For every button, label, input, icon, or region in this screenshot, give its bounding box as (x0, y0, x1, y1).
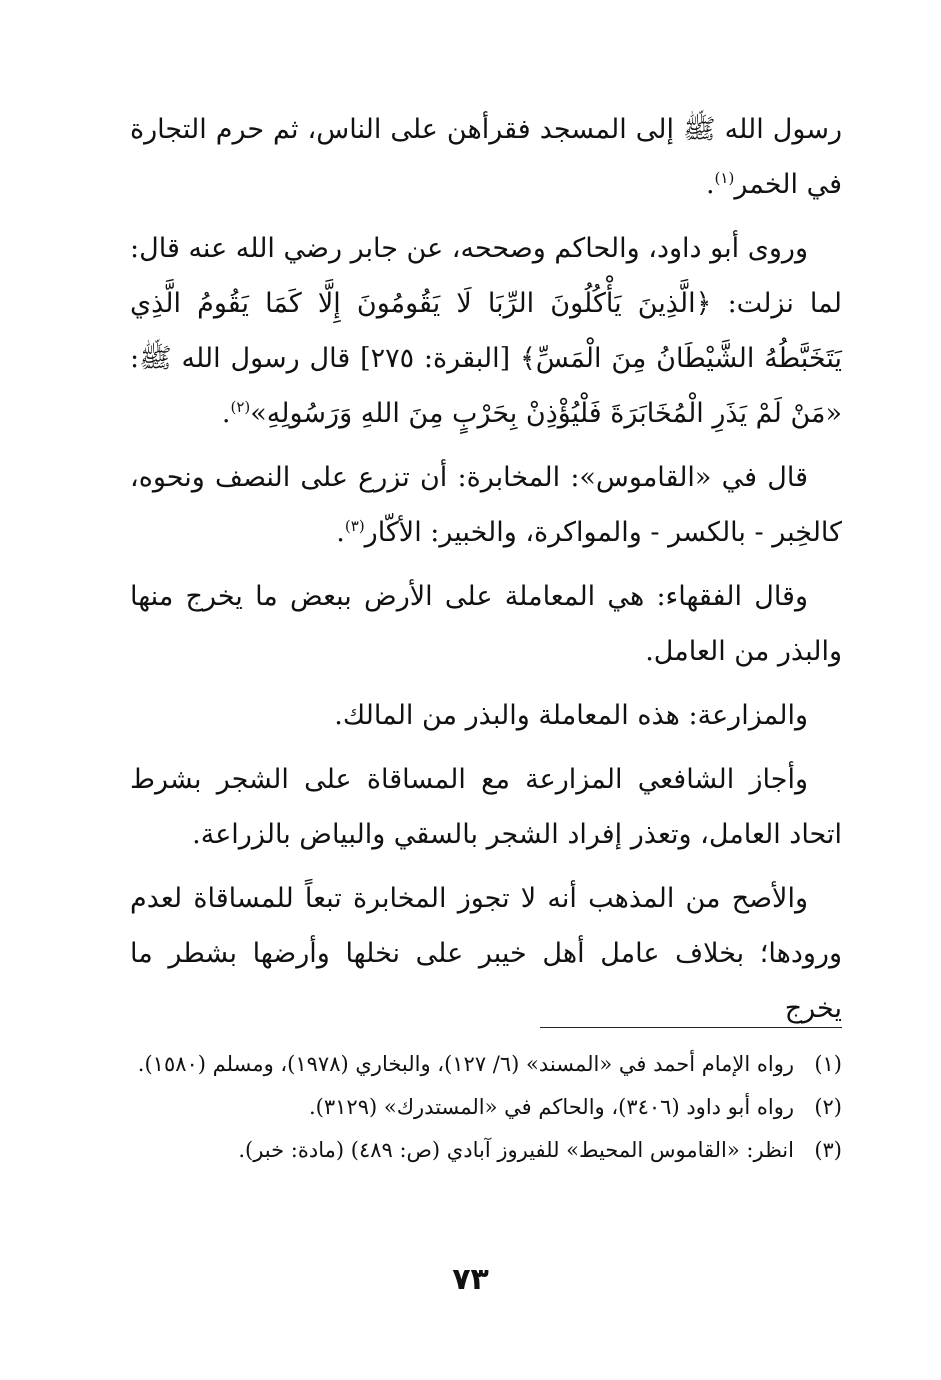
paragraph-1-end: . (705, 169, 715, 200)
paragraph-4 (130, 569, 842, 679)
paragraph-3-end: . (336, 517, 345, 548)
footnote-3-text: انظر: «القاموس المحيط» للفيروز آبادي (ص: ٤٨٩) (مادة: خبر). (238, 1138, 794, 1162)
footnote-3 (130, 1132, 842, 1169)
footnote-2-text: رواه أبو داود (٣٤٠٦)، والحاكم في «المستدرك» (٣١٢٩). (309, 1095, 794, 1119)
paragraph-1 (130, 102, 842, 212)
footnote-1-text: رواه الإمام أحمد في «المسند» (٦/ ١٢٧)، والبخاري (١٩٧٨)، ومسلم (١٥٨٠). (137, 1052, 794, 1076)
footnotes (130, 1046, 842, 1175)
paragraph-5-text: والمزارعة: هذه المعاملة والبذر من المالك. (334, 700, 808, 731)
page-number: ٧٣ (452, 1262, 489, 1297)
footnote-ref-3: (٣) (344, 517, 365, 535)
paragraph-2-text: وروى أبو داود، والحاكم وصححه، عن جابر رضي الله عنه قال: لما نزلت: ﴿الَّذِينَ يَأْكُلُونَ الرِّبَا لَا يَقُومُونَ إِلَّا كَمَا يَقُومُ الَّذِي يَتَخَبَّطُهُ الشَّيْطَانُ مِنَ الْمَسِّ﴾ [البقرة: ٢٧٥] قال رسول الله ﷺ: «مَنْ لَمْ يَذَرِ الْمُخَابَرَةَ فَلْيُؤْذِنْ بِحَرْبٍ مِنَ اللهِ وَرَسُولِهِ» (130, 233, 842, 429)
paragraph-4-text: وقال الفقهاء: هي المعاملة على الأرض ببعض ما يخرج منها والبذر من العامل. (130, 581, 842, 667)
paragraph-5 (130, 688, 842, 743)
footnote-1-number: (١) (814, 1052, 842, 1076)
paragraph-1-text: رسول الله ﷺ إلى المسجد فقرأهن على الناس، ثم حرم التجارة في الخمر (130, 114, 842, 200)
paragraph-6-text: وأجاز الشافعي المزارعة مع المساقاة على الشجر بشرط اتحاد العامل، وتعذر إفراد الشجر بالسقي والبياض بالزراعة. (130, 764, 842, 850)
footnote-divider (540, 1027, 842, 1028)
footnote-ref-1: (١) (714, 169, 735, 187)
paragraph-7-text: والأصح من المذهب أنه لا تجوز المخابرة تبعاً للمساقاة لعدم ورودها؛ بخلاف عامل أهل خيبر على نخلها وأرضها بشطر ما يخرج (130, 883, 842, 1024)
footnote-2-number: (٢) (814, 1095, 842, 1119)
footnote-1 (130, 1046, 842, 1083)
paragraph-2 (130, 221, 842, 441)
paragraph-2-end: . (221, 398, 231, 429)
footnote-3-number: (٣) (814, 1138, 842, 1162)
footnote-ref-2: (٢) (230, 398, 251, 416)
paragraph-6 (130, 752, 842, 862)
paragraph-3 (130, 450, 842, 560)
footnote-2 (130, 1089, 842, 1126)
main-text (130, 102, 842, 1045)
paragraph-3-text: قال في «القاموس»: المخابرة: أن تزرع على النصف ونحوه، كالخِبر - بالكسر - والمواكرة، والخبير: الأكّار (130, 462, 842, 548)
paragraph-7 (130, 871, 842, 1036)
